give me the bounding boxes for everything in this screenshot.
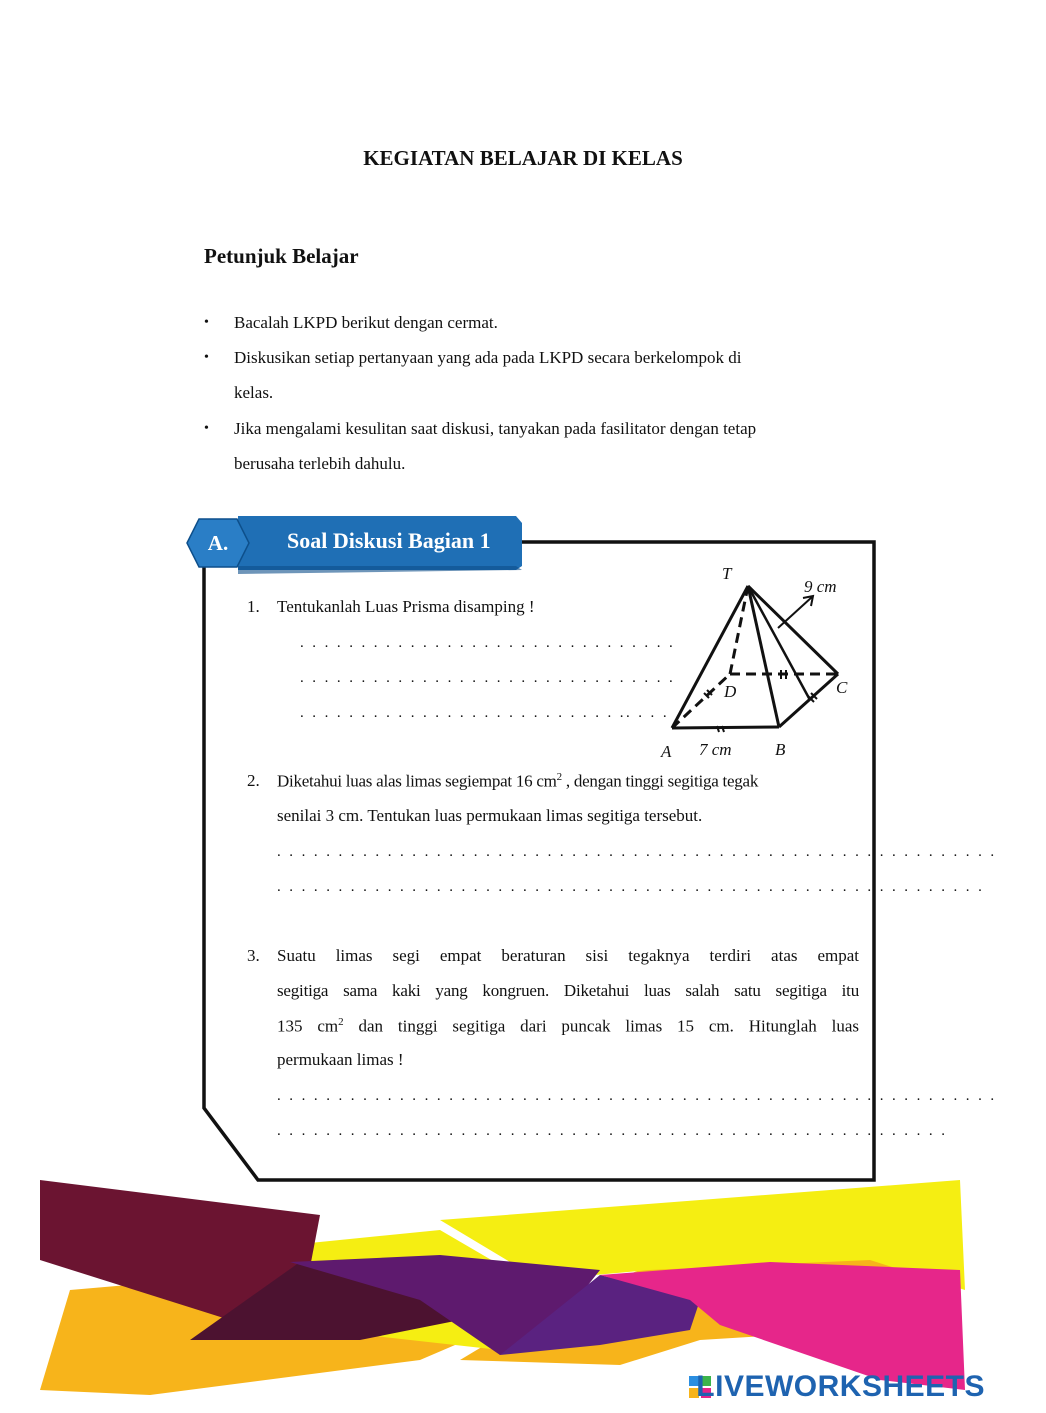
answer-line[interactable]: . . . . . . . . . . . . . . . . . . . . . . . . . . . . . . . . . . . . . . . . . . . . . . . . . . . . . . . . . . [277, 879, 985, 895]
question-number: 3. [247, 946, 260, 965]
answer-line[interactable]: . . . . . . . . . . . . . . . . . . . . . . . . . . .. . . . [300, 705, 669, 721]
question-text-cont: segitiga sama kaki yang kongruen. Diketahui luas salah satu segitiga itu [277, 981, 859, 1000]
label-c: C [836, 678, 848, 697]
question-number: 1. [247, 597, 260, 616]
label-t: T [722, 564, 732, 583]
answer-line[interactable]: . . . . . . . . . . . . . . . . . . . . . . . . . . . . . . . . . . . . . . . . . . . . . . . . . . . . . . . . . . . [277, 844, 997, 860]
instruction-text: Bacalah LKPD berikut dengan cermat. [234, 313, 498, 332]
instructions-heading: Petunjuk Belajar [204, 244, 359, 268]
section-title: Soal Diskusi Bagian 1 [287, 528, 491, 553]
page-title: KEGIATAN BELAJAR DI KELAS [363, 146, 683, 170]
bullet: • [204, 315, 209, 330]
answer-line[interactable]: . . . . . . . . . . . . . . . . . . . . . . . . . . . . . . . [300, 670, 676, 686]
label-slant: 9 cm [804, 577, 837, 596]
section-letter: A. [207, 531, 229, 555]
bullet: • [204, 350, 209, 365]
question-text: Suatu limas segi empat beraturan sisi tegaknya terdiri atas empat [277, 946, 859, 965]
answer-line[interactable]: . . . . . . . . . . . . . . . . . . . . . . . . . . . . . . . . . . . . . . . . . . . . . . . . . . . . . . . . . . . [277, 1088, 997, 1104]
pyramid-figure [672, 586, 838, 732]
liveworksheets-logo: LIVEWORKSHEETS [696, 1370, 985, 1403]
question-text-cont: senilai 3 cm. Tentukan luas permukaan limas segitiga tersebut. [277, 806, 703, 825]
answer-line[interactable]: . . . . . . . . . . . . . . . . . . . . . . . . . . . . . . . [300, 635, 676, 651]
question-text-cont: 135 $cm^2$ dan tinggi segitiga dari puncak limas 15 cm. Hitunglah luas [277, 1016, 859, 1036]
label-a: A [661, 742, 672, 761]
question-number: 2. [247, 771, 260, 790]
instruction-text: Diskusikan setiap pertanyaan yang ada pada LKPD secara berkelompok di [234, 348, 742, 367]
label-b: B [775, 740, 786, 759]
label-d: D [724, 682, 737, 701]
instruction-text: Jika mengalami kesulitan saat diskusi, tanyakan pada fasilitator dengan tetap [234, 419, 757, 438]
answer-line[interactable]: . . . . . . . . . . . . . . . . . . . . . . . . . . . . . . . . . . . . . . . . . . . . . . . . . . . . . . . [277, 1123, 948, 1139]
decorative-ribbons [40, 1180, 965, 1395]
instruction-text-cont: berusaha terlebih dahulu. [234, 454, 406, 473]
question-text: Diketahui luas alas limas segiempat 16 $cm^2$ , dengan tinggi segitiga tegak [277, 771, 759, 791]
label-base: 7 cm [699, 740, 732, 759]
question-text: Tentukanlah Luas Prisma disamping ! [277, 597, 535, 616]
bullet: • [204, 421, 209, 436]
question-text-cont: permukaan limas ! [277, 1050, 404, 1069]
instruction-text-cont: kelas. [234, 383, 274, 402]
